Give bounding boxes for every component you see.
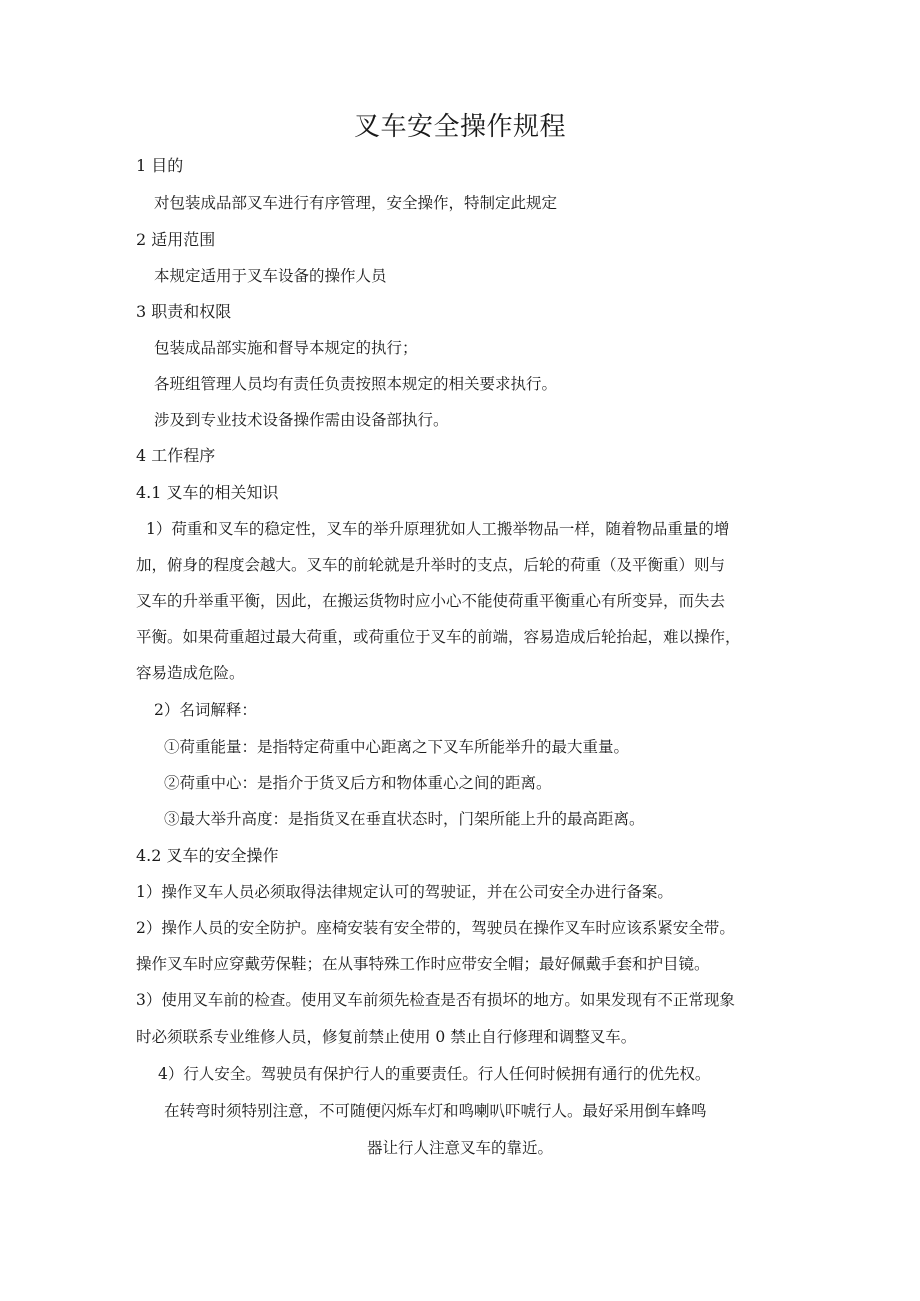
knowledge-paragraph-line: 叉车的升举重平衡，因此，在搬运货物时应小心不能使荷重平衡重心有所变异，而失去 — [136, 592, 726, 610]
knowledge-paragraph-line: 平衡。如果荷重超过最大荷重，或荷重位于叉车的前端，容易造成后轮抬起，难以操作， — [136, 628, 741, 646]
terms-heading: 2）名词解释： — [154, 701, 257, 719]
safety-item-2-line: 2）操作人员的安全防护。座椅安装有安全带的，驾驶员在操作叉车时应该系紧安全带。 — [136, 919, 735, 937]
duties-item-3: 涉及到专业技术设备操作需由设备部执行。 — [154, 411, 449, 429]
safety-heading: 4.2 叉车的安全操作 — [136, 846, 279, 865]
safety-item-3-line: 3）使用叉车前的检查。使用叉车前须先检查是否有损坏的地方。如果发现有不正常现象 — [136, 991, 735, 1009]
term-item-2: ②荷重中心：是指介于货叉后方和物体重心之间的距离。 — [164, 774, 552, 792]
safety-item-3-line: 时必须联系专业维修人员，修复前禁止使用 0 禁止自行修理和调整叉车。 — [136, 1028, 637, 1046]
safety-item-2-line: 操作叉车时应穿戴劳保鞋；在从事特殊工作时应带安全帽；最好佩戴手套和护目镜。 — [136, 955, 710, 973]
knowledge-paragraph-line: 加，俯身的程度会越大。叉车的前轮就是升举时的支点，后轮的荷重（及平衡重）则与 — [136, 556, 726, 574]
term-item-1: ①荷重能量：是指特定荷重中心距离之下叉车所能举升的最大重量。 — [164, 738, 630, 756]
knowledge-paragraph-line: 容易造成危险。 — [136, 664, 245, 682]
scope-heading: 2 适用范围 — [136, 230, 216, 249]
knowledge-heading: 4.1 叉车的相关知识 — [136, 483, 279, 502]
purpose-text: 对包装成品部叉车进行有序管理，安全操作，特制定此规定 — [154, 194, 558, 212]
safety-item-4-line: 器让行人注意叉车的靠近。 — [366, 1139, 553, 1157]
scope-text: 本规定适用于叉车设备的操作人员 — [154, 267, 387, 285]
duties-item-1: 包装成品部实施和督导本规定的执行； — [154, 339, 418, 357]
safety-item-4-line: 4）行人安全。驾驶员有保护行人的重要责任。行人任何时候拥有通行的优先权。 — [158, 1065, 711, 1083]
knowledge-paragraph-line: 1）荷重和叉车的稳定性，叉车的举升原理犹如人工搬举物品一样，随着物品重量的增 — [146, 520, 730, 538]
term-item-3: ③最大举升高度：是指货叉在垂直状态时，门架所能上升的最高距离。 — [164, 810, 645, 828]
page-title: 叉车安全操作规程 — [353, 112, 566, 142]
purpose-heading: 1 目的 — [136, 156, 184, 175]
safety-item-4-line: 在转弯时须特别注意，不可随便闪烁车灯和鸣喇叭吓唬行人。最好采用倒车蜂鸣 — [164, 1102, 707, 1120]
duties-item-2: 各班组管理人员均有责任负责按照本规定的相关要求执行。 — [154, 375, 558, 393]
procedure-heading: 4 工作程序 — [136, 446, 216, 465]
safety-item-1: 1）操作叉车人员必须取得法律规定认可的驾驶证，并在公司安全办进行备案。 — [136, 883, 673, 901]
duties-heading: 3 职责和权限 — [136, 302, 232, 321]
